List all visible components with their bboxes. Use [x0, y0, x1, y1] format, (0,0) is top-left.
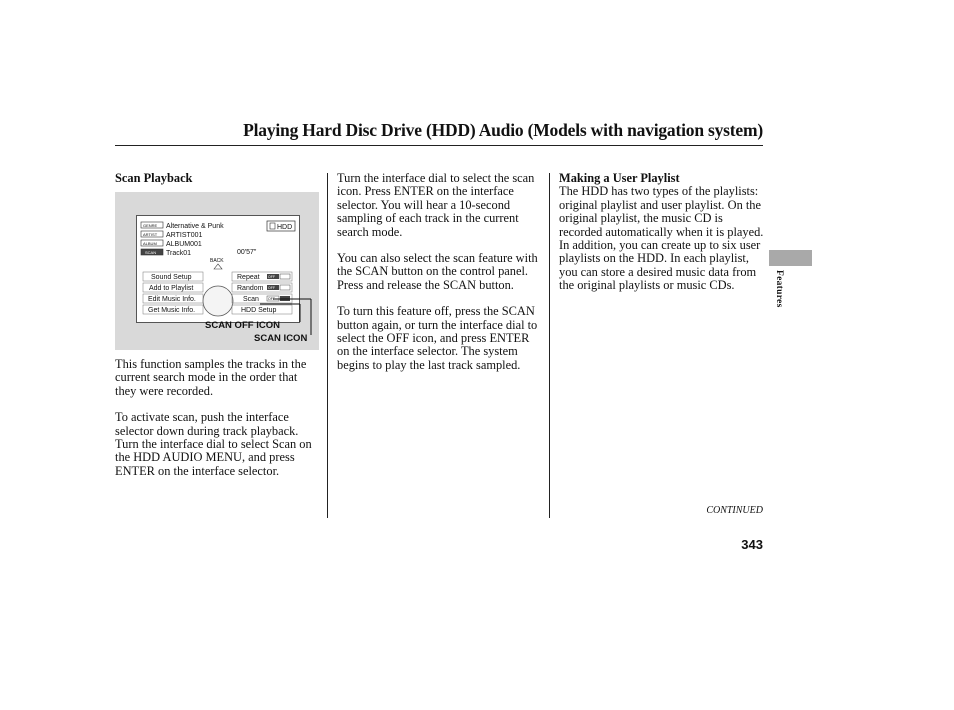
page-number: 343: [741, 537, 763, 552]
scan-tag: SCAN: [145, 250, 157, 255]
menu-hdd-setup: HDD Setup: [241, 307, 277, 314]
menu-get-music-info: Get Music Info.: [148, 307, 196, 314]
artist-value: ARTIST001: [166, 232, 203, 239]
page-title: Playing Hard Disc Drive (HDD) Audio (Models with navigation system): [243, 120, 763, 140]
hdd-label: HDD: [277, 224, 293, 231]
menu-edit-music-info: Edit Music Info.: [148, 296, 196, 303]
random-off-label: OFF: [268, 286, 275, 290]
menu-scan: Scan: [243, 296, 259, 303]
album-value: ALBUM001: [166, 241, 202, 248]
title-divider: [115, 145, 763, 146]
menu-sound-setup: Sound Setup: [151, 274, 192, 281]
scan-off-label: OFF: [268, 297, 275, 301]
hdd-audio-screen: [136, 215, 300, 323]
menu-add-to-playlist: Add to Playlist: [149, 285, 194, 292]
user-playlist-heading: Making a User Playlist: [559, 171, 680, 185]
genre-value: Alternative & Punk: [166, 223, 224, 230]
elapsed-time: 00'57": [237, 249, 257, 256]
scan-description: This function samples the tracks in the current search mode in the order that they were recorded.: [115, 357, 307, 398]
column-3: [559, 172, 765, 306]
repeat-icon: [280, 274, 290, 279]
column-2: [337, 172, 543, 385]
section-label: Features: [774, 270, 784, 308]
scan-select-instructions: Turn the interface dial to select the scan icon. Press ENTER on the interface selector. You will hear a 10-second sampling of each track in the current search mode.: [337, 171, 535, 239]
scan-button-instructions: You can also select the scan feature with the SCAN button on the control panel. Press and release the SCAN button.: [337, 251, 538, 292]
section-tab: [769, 250, 812, 266]
user-playlist-description: The HDD has two types of the playlists: original playlist and user playlist. On the original playlist, the music CD is recorded automatically when it is played. In addition, you can create up to six user playlists on the HDD. In each playlist, you can store a desired music data from the original playlists or music CDs.: [559, 184, 764, 293]
interface-dial-icon: [203, 286, 233, 316]
artist-tag: ARTIST: [143, 232, 158, 237]
scan-off-icon-callout: SCAN OFF ICON: [205, 320, 280, 331]
repeat-off-label: OFF: [268, 275, 275, 279]
random-icon: [280, 285, 290, 290]
scan-off-instructions: To turn this feature off, press the SCAN button again, or turn the interface dial to select the OFF icon, and press ENTER on the interface selector. The system begins to play the last track sampled.: [337, 304, 538, 372]
back-label: BACK: [210, 258, 224, 264]
continued-label: CONTINUED: [706, 505, 763, 516]
track-value: Track01: [166, 250, 192, 257]
back-arrow-icon: [214, 264, 222, 269]
column-1: [115, 172, 321, 185]
hdd-screen-graphic: [137, 216, 299, 322]
column-divider-1: [327, 173, 328, 518]
album-tag: ALBUM: [143, 241, 157, 246]
scan-icon: [280, 296, 290, 301]
menu-random: Random: [237, 285, 264, 292]
scan-playback-heading: Scan Playback: [115, 171, 193, 185]
menu-repeat: Repeat: [237, 274, 260, 281]
column-divider-2: [549, 173, 550, 518]
scan-icon-callout: SCAN ICON: [254, 333, 308, 344]
hdd-icon: [270, 223, 275, 229]
column-1-body: [115, 358, 321, 491]
scan-activate-instructions: To activate scan, push the interface selector down during track playback. Turn the interface dial to select Scan on the HDD AUDIO MENU, and press ENTER on the interface selector.: [115, 410, 312, 478]
genre-tag: GENRE: [143, 223, 158, 228]
